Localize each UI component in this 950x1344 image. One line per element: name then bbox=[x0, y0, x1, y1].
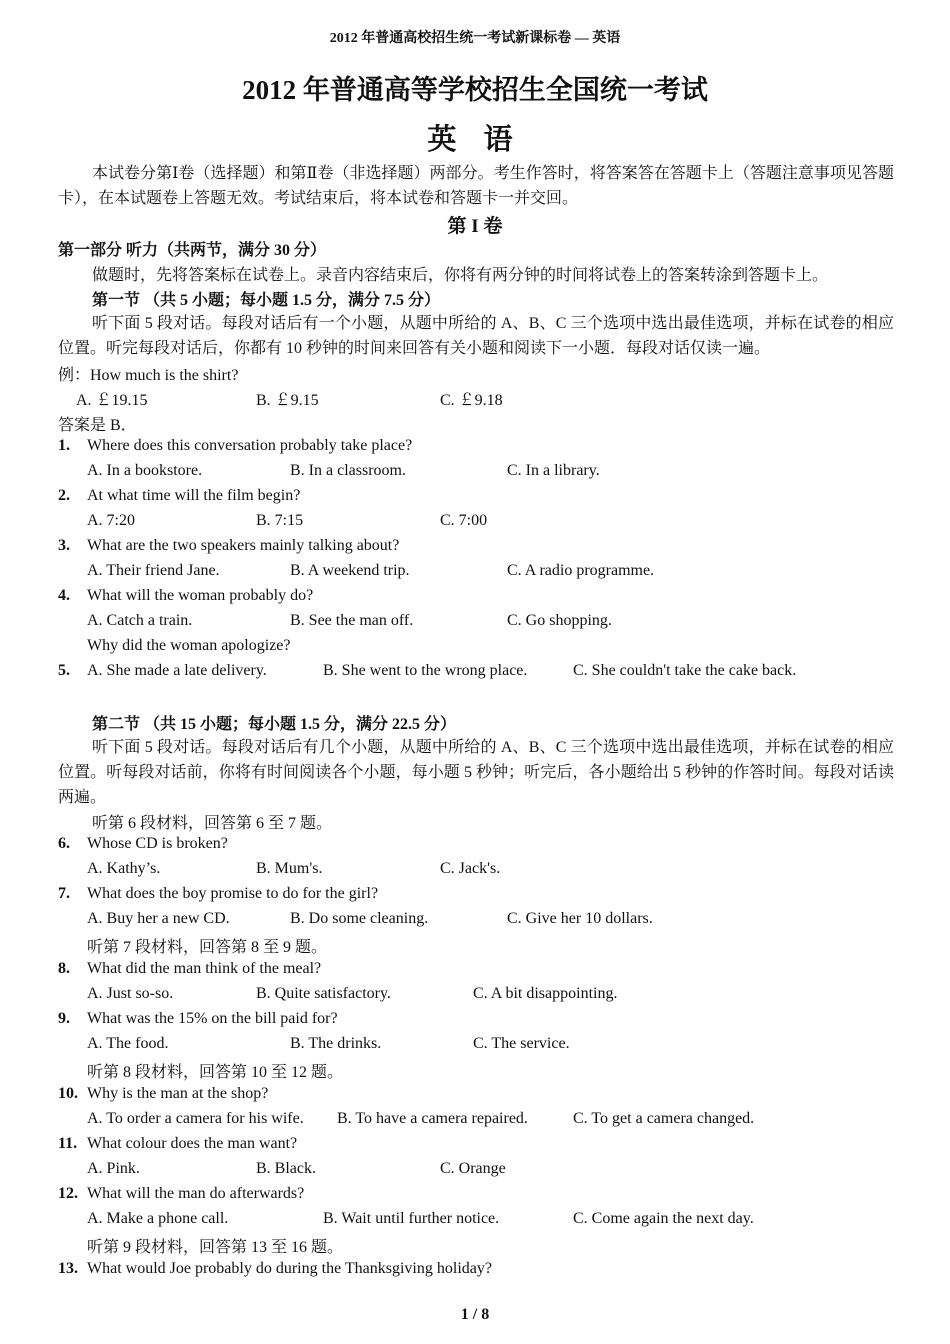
question-number: 5. bbox=[58, 662, 70, 679]
option-c: C. Come again the next day. bbox=[573, 1210, 754, 1227]
option-c: C. A bit disappointing. bbox=[473, 985, 618, 1002]
question-number: 1. bbox=[58, 437, 70, 454]
question-text: Why did the woman apologize? bbox=[87, 637, 291, 654]
question-number: 9. bbox=[58, 1010, 70, 1027]
option-b: B. She went to the wrong place. bbox=[323, 662, 528, 679]
question-number: 6. bbox=[58, 835, 70, 852]
option-c: C. She couldn't take the cake back. bbox=[573, 662, 797, 679]
exam-title: 2012 年普通高等学校招生全国统一考试 bbox=[242, 75, 708, 105]
option-c: C. The service. bbox=[473, 1035, 570, 1052]
option-b: B. Wait until further notice. bbox=[323, 1210, 500, 1227]
option-b: B. Mum's. bbox=[256, 860, 323, 877]
option-b: B. Black. bbox=[256, 1160, 316, 1177]
part1-title: 第一部分 听力（共两节，满分 30 分） bbox=[58, 242, 327, 259]
question-text: What did the man think of the meal? bbox=[87, 960, 322, 977]
question-number: 2. bbox=[58, 487, 70, 504]
option-c: C. Jack's. bbox=[440, 860, 501, 877]
note-dialogue-9: 听第 9 段材料，回答第 13 至 16 题。 bbox=[87, 1239, 344, 1256]
option-a: A. Pink. bbox=[87, 1160, 140, 1177]
question-number: 10. bbox=[58, 1085, 78, 1102]
example-option-a: A. ￡19.15 bbox=[76, 392, 148, 409]
option-b: B. See the man off. bbox=[290, 612, 414, 629]
option-c: C. A radio programme. bbox=[507, 562, 655, 579]
option-a: A. In a bookstore. bbox=[87, 462, 203, 479]
option-a: A. She made a late delivery. bbox=[87, 662, 267, 679]
question-text: What was the 15% on the bill paid for? bbox=[87, 1010, 338, 1027]
example-option-c: C. ￡9.18 bbox=[440, 392, 503, 409]
option-b: B. A weekend trip. bbox=[290, 562, 410, 579]
option-b: B. The drinks. bbox=[290, 1035, 382, 1052]
option-c: C. Give her 10 dollars. bbox=[507, 910, 653, 927]
option-a: A. Just so-so. bbox=[87, 985, 174, 1002]
option-a: A. To order a camera for his wife. bbox=[87, 1110, 304, 1127]
question-text: Where does this conversation probably take place? bbox=[87, 437, 413, 454]
option-c: C. Go shopping. bbox=[507, 612, 612, 629]
question-number: 3. bbox=[58, 537, 70, 554]
option-c: C. 7:00 bbox=[440, 512, 488, 529]
question-text: Whose CD is broken? bbox=[87, 835, 228, 852]
example-option-b: B. ￡9.15 bbox=[256, 392, 319, 409]
running-header: 2012 年普通高校招生统一考试新课标卷 — 英语 bbox=[329, 31, 621, 46]
option-c: C. To get a camera changed. bbox=[573, 1110, 755, 1127]
section1-title: 第一节 （共 5 小题；每小题 1.5 分，满分 7.5 分） bbox=[92, 292, 441, 309]
option-a: A. The food. bbox=[87, 1035, 169, 1052]
part1-instruction: 做题时，先将答案标在试卷上。录音内容结束后，你将有两分钟的时间将试卷上的答案转涂到答题卡上。 bbox=[92, 267, 829, 284]
section1-instruction: 听下面 5 段对话。每段对话后有一个小题，从题中所给的 A、B、C 三个选项中选出最佳选项，并标在试卷的相应位置。听完每段对话后，你都有 10 秒钟的时间来回答有关小题和阅读下一小题．每段对话仅读一遍。 bbox=[58, 315, 894, 357]
note-dialogue-8: 听第 8 段材料，回答第 10 至 12 题。 bbox=[87, 1064, 344, 1081]
question-text: At what time will the film begin? bbox=[87, 487, 301, 504]
option-a: A. Kathy’s. bbox=[87, 860, 161, 877]
question-text: What are the two speakers mainly talking about? bbox=[87, 537, 400, 554]
option-b: B. 7:15 bbox=[256, 512, 304, 529]
option-a: A. 7:20 bbox=[87, 512, 135, 529]
question-number: 7. bbox=[58, 885, 70, 902]
subject-title: 英 语 bbox=[427, 124, 523, 156]
question-number: 13. bbox=[58, 1260, 78, 1277]
volume-title: 第 I 卷 bbox=[447, 216, 503, 237]
note-dialogue-6: 听第 6 段材料，回答第 6 至 7 题。 bbox=[92, 815, 333, 832]
option-a: A. Buy her a new CD. bbox=[87, 910, 230, 927]
option-c: C. In a library. bbox=[507, 462, 600, 479]
section2-title: 第二节 （共 15 小题；每小题 1.5 分，满分 22.5 分） bbox=[92, 716, 457, 733]
question-number: 8. bbox=[58, 960, 70, 977]
option-a: A. Their friend Jane. bbox=[87, 562, 220, 579]
option-b: B. Do some cleaning. bbox=[290, 910, 429, 927]
page-number: 1 / 8 bbox=[460, 1306, 490, 1323]
question-text: What will the man do afterwards? bbox=[87, 1185, 305, 1202]
example-answer: 答案是 B． bbox=[58, 417, 137, 434]
question-text: What colour does the man want? bbox=[87, 1135, 298, 1152]
option-c: C. Orange bbox=[440, 1160, 506, 1177]
section2-instruction: 听下面 5 段对话。每段对话后有几个小题，从题中所给的 A、B、C 三个选项中选出最佳选项，并标在试卷的相应位置。听每段对话前，你将有时间阅读各个小题，每小题 5 秒钟；听完后，各小题给出 5 秒钟的作答时间。每段对话读两遍。 bbox=[58, 739, 894, 806]
option-a: A. Make a phone call. bbox=[87, 1210, 229, 1227]
option-a: A. Catch a train. bbox=[87, 612, 193, 629]
intro-paragraph: 本试卷分第Ⅰ卷（选择题）和第Ⅱ卷（非选择题）两部分。考生作答时，将答案答在答题卡上（答题注意事项见答题卡），在本试题卷上答题无效。考试结束后，将本试卷和答题卡一并交回。 bbox=[58, 165, 894, 207]
question-text: What would Joe probably do during the Thanksgiving holiday? bbox=[87, 1260, 492, 1277]
question-text: What will the woman probably do? bbox=[87, 587, 314, 604]
question-text: What does the boy promise to do for the girl? bbox=[87, 885, 379, 902]
option-b: B. In a classroom. bbox=[290, 462, 406, 479]
question-text: Why is the man at the shop? bbox=[87, 1085, 269, 1102]
question-number: 11. bbox=[58, 1135, 78, 1152]
note-dialogue-7: 听第 7 段材料，回答第 8 至 9 题。 bbox=[87, 939, 328, 956]
example-question: 例：How much is the shirt? bbox=[58, 367, 239, 384]
option-b: B. To have a camera repaired. bbox=[337, 1110, 528, 1127]
question-number: 4. bbox=[58, 587, 70, 604]
question-number: 12. bbox=[58, 1185, 78, 1202]
option-b: B. Quite satisfactory. bbox=[256, 985, 391, 1002]
